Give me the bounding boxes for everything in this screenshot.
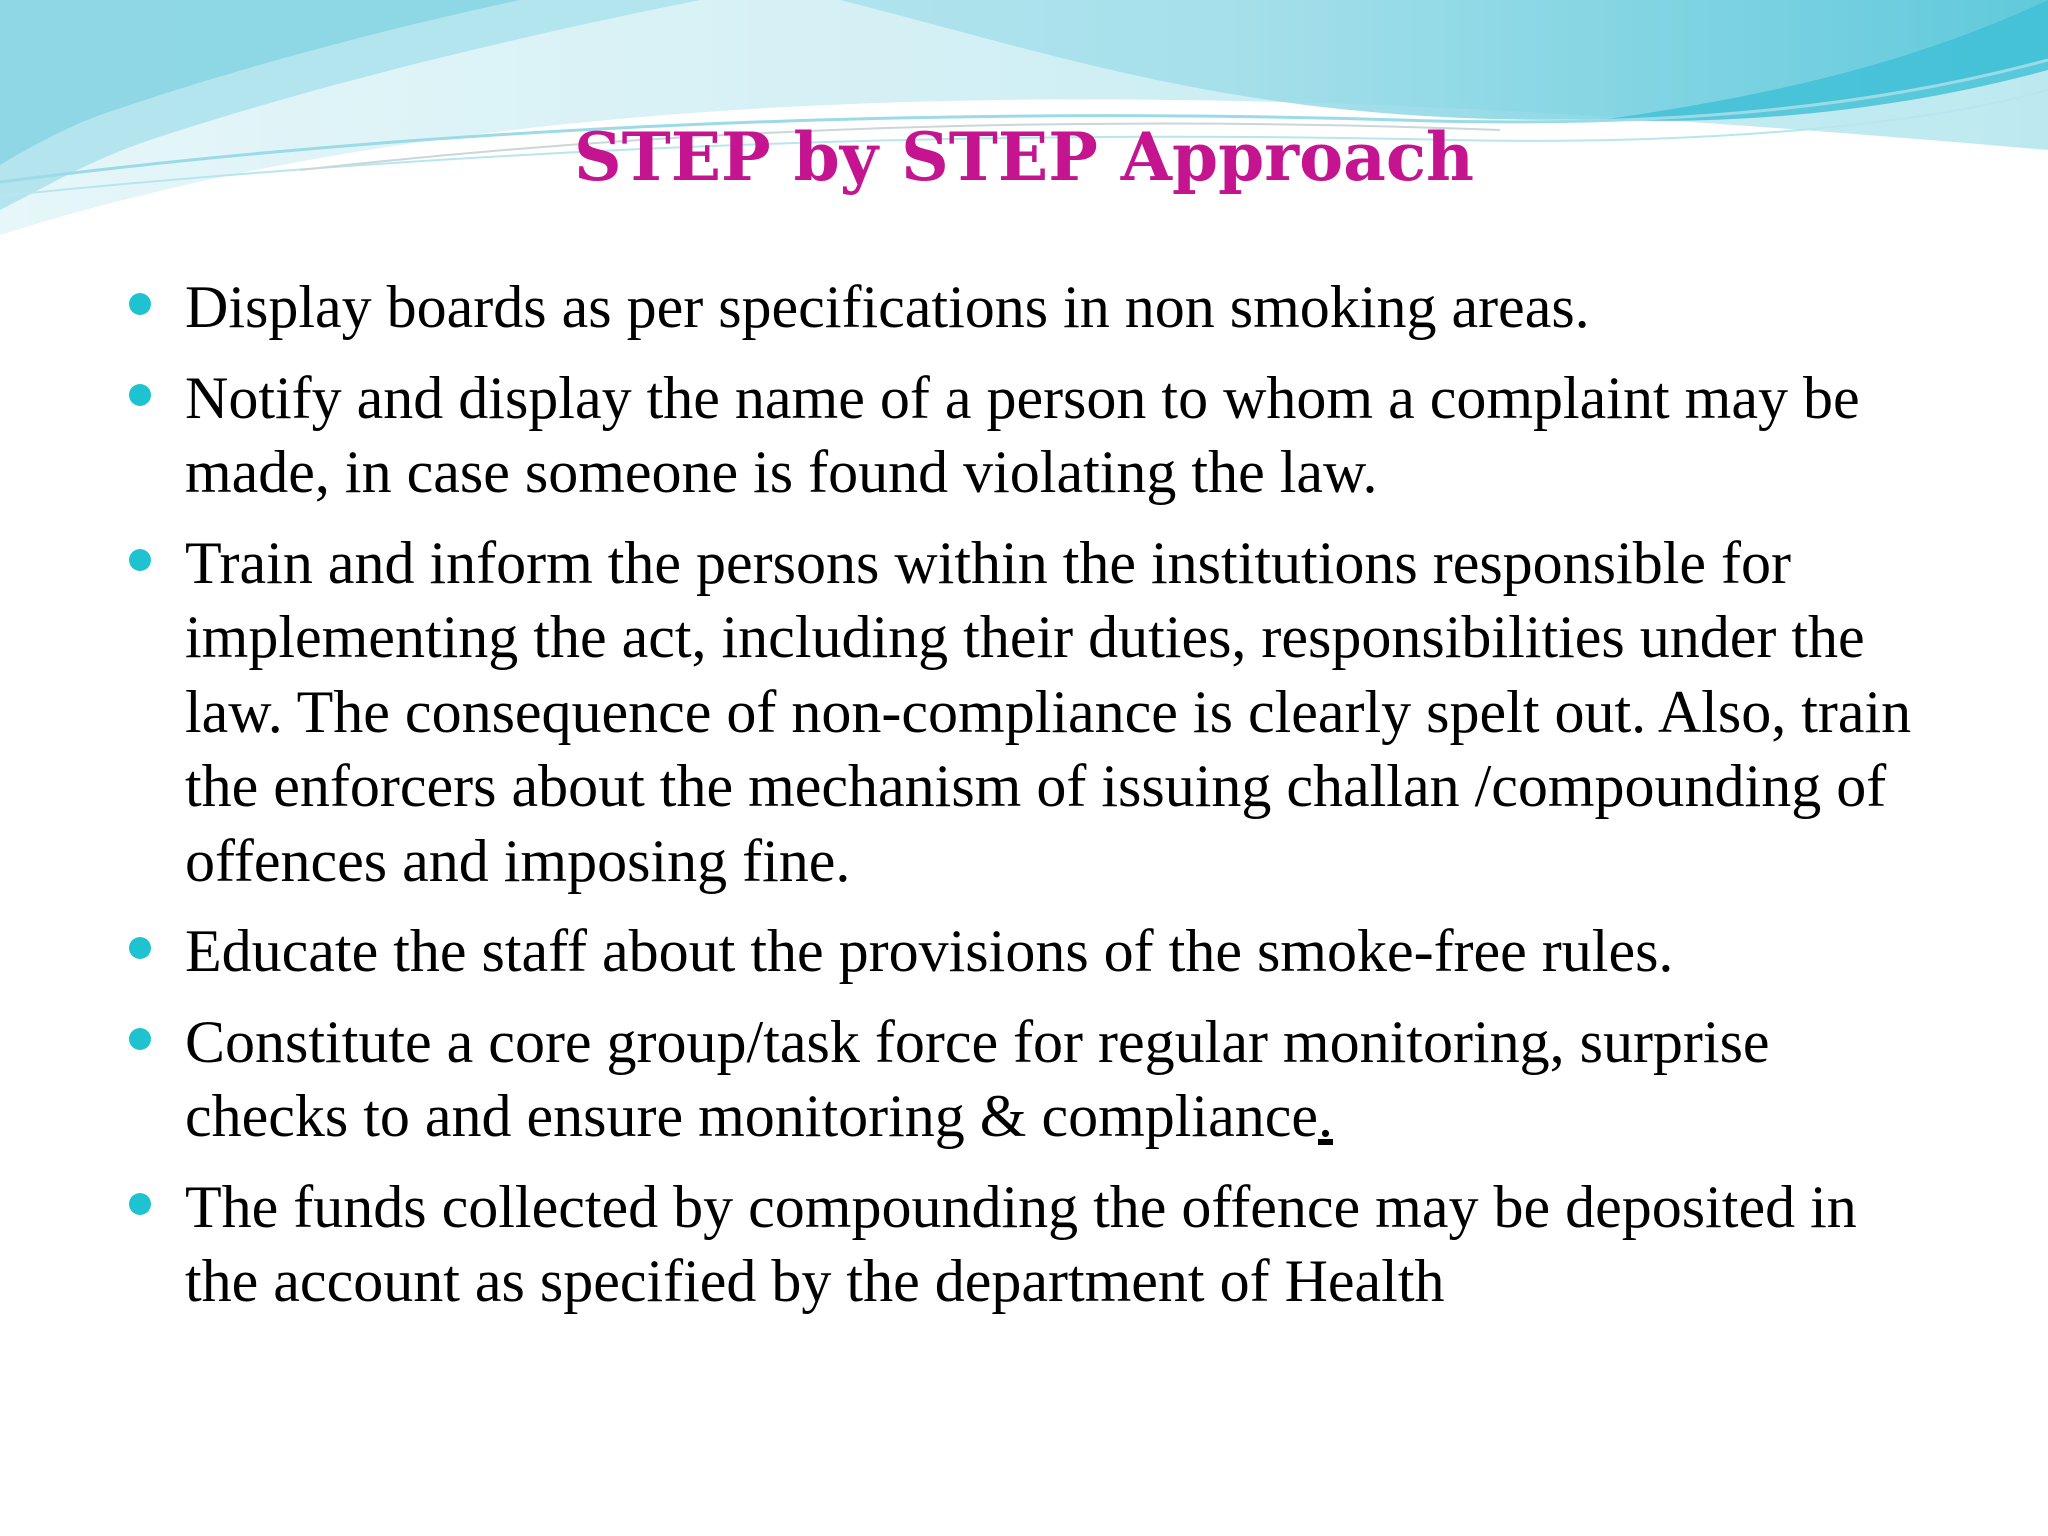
underlined-period: .: [1318, 1083, 1333, 1149]
bullet-item: [128, 1170, 1928, 1319]
bullet-dot-icon: [129, 549, 151, 571]
bullet-item: [128, 270, 1928, 345]
bullet-text: Train and inform the persons within the institutions responsible for implementing the act, including their duties, responsibilities under the law. The consequence of non-compliance is clearly spelt out. Also, train the enforcers about the mechanism of issuing challan /compounding of offences and imposing fine.: [185, 529, 1912, 894]
bullet-list: [128, 270, 1928, 1335]
bullet-text: Constitute a core group/task force for regular monitoring, surprise checks to and ensure monitoring & compliance.: [185, 1008, 1770, 1149]
bullet-dot-icon: [129, 1193, 151, 1215]
bullet-item: [128, 526, 1928, 899]
bullet-text: Educate the staff about the provisions of the smoke-free rules.: [185, 918, 1674, 984]
bullet-text: Notify and display the name of a person to whom a complaint may be made, in case someone is found violating the law.: [185, 364, 1860, 505]
bullet-item: [128, 1005, 1928, 1154]
bullet-text: Display boards as per specifications in non smoking areas.: [185, 274, 1590, 340]
bullet-item: [128, 361, 1928, 510]
bullet-item: [128, 914, 1928, 989]
bullet-text: The funds collected by compounding the offence may be deposited in the account as specified by the department of Health: [185, 1173, 1857, 1314]
bullet-dot-icon: [129, 384, 151, 406]
bullet-dot-icon: [129, 1028, 151, 1050]
bullet-dot-icon: [129, 293, 151, 315]
slide-title: STEP by STEP Approach: [573, 118, 1475, 196]
bullet-dot-icon: [129, 937, 151, 959]
